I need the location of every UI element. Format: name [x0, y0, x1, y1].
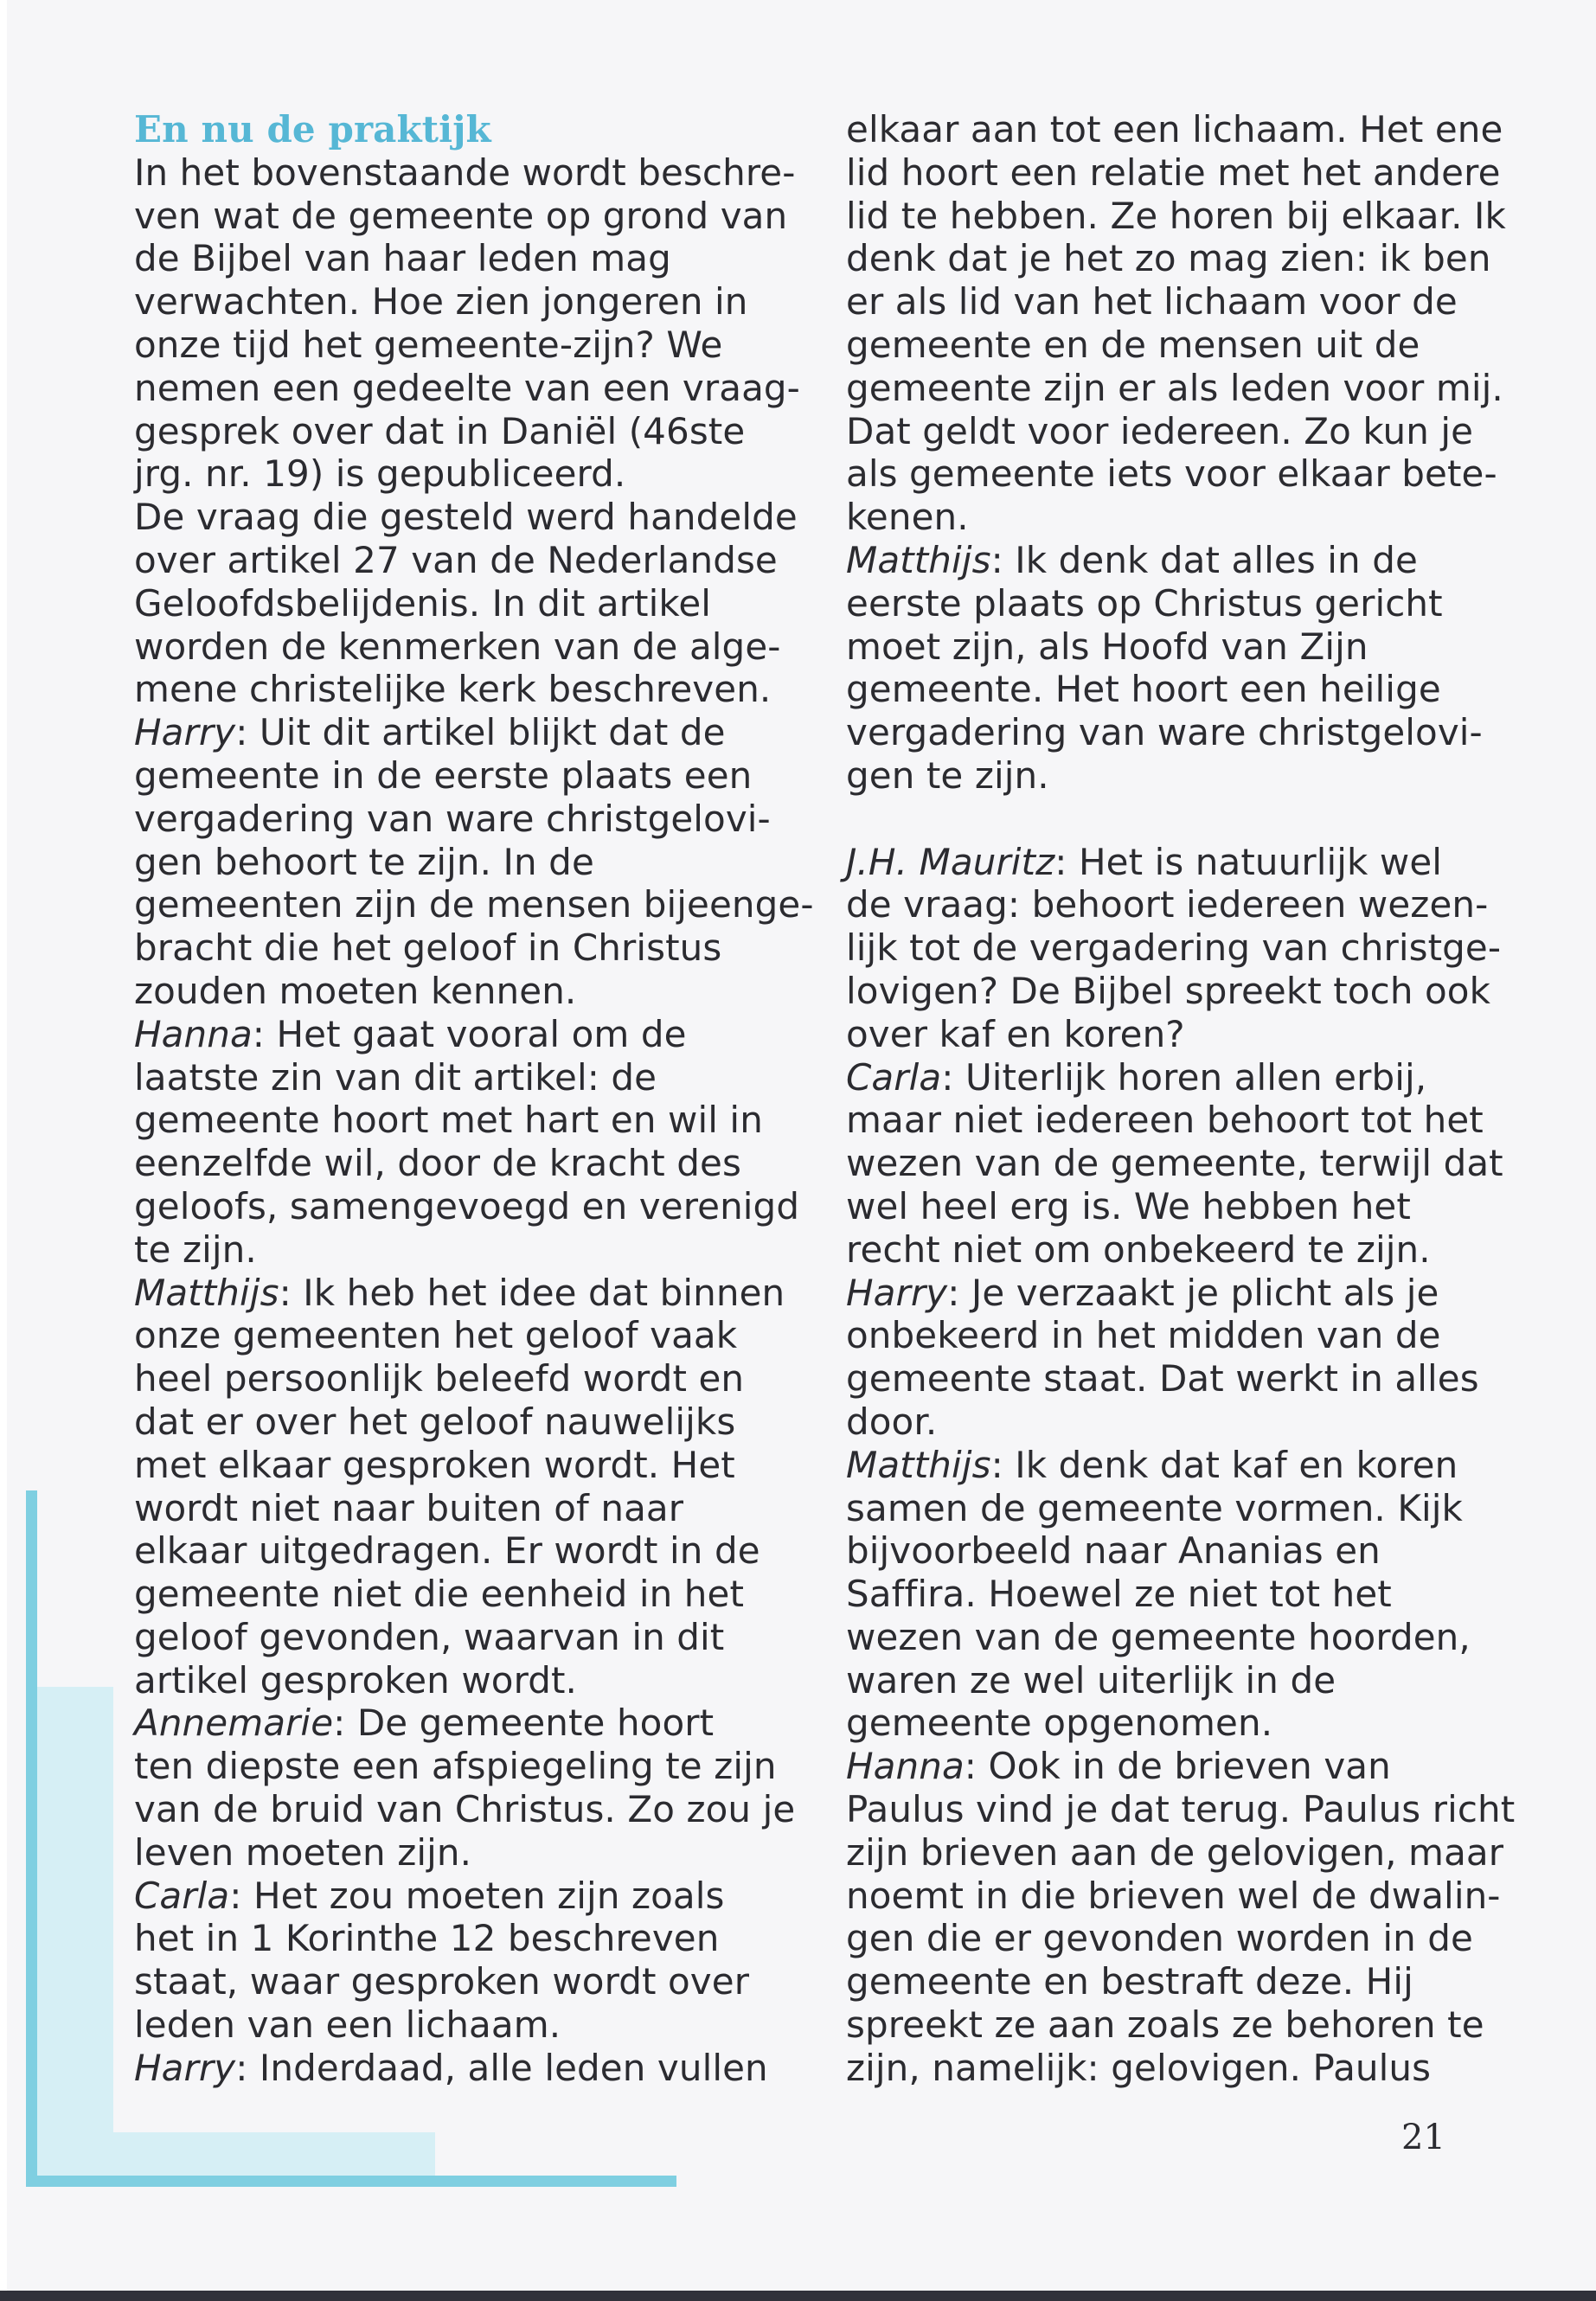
line-text: over kaf en koren? [846, 1012, 1185, 1055]
line-text: bijvoorbeeld naar Ananias en [846, 1529, 1381, 1573]
line-text: gemeente hoort met hart en wil in [134, 1099, 763, 1142]
text-line [134, 151, 796, 195]
text-line [846, 108, 1503, 151]
line-text: onbekeerd in het midden van de [846, 1314, 1441, 1357]
text-line [134, 1487, 770, 1530]
line-text: met elkaar gesproken wordt. Het [134, 1443, 735, 1486]
line-text: worden de kenmerken van de alge- [134, 625, 781, 668]
text-line [134, 970, 770, 1013]
text-line [846, 1142, 1503, 1185]
text-line [846, 1400, 1482, 1444]
text-line [846, 1228, 1482, 1272]
text-line [846, 711, 1482, 754]
line-text: jrg. nr. 19) is gepubliceerd. [134, 452, 626, 496]
line-text: gemeente staat. Dat werkt in alles [846, 1357, 1479, 1400]
text-line [134, 798, 770, 841]
text-line [134, 1400, 770, 1444]
text-line [134, 452, 770, 496]
text-line [846, 194, 1506, 238]
line-text: er als lid van het lichaam voor de [846, 280, 1458, 324]
text-line [134, 1357, 770, 1400]
text-line [134, 1013, 770, 1056]
text-line [846, 1357, 1482, 1400]
line-text: geloofs, samengevoegd en verenigd [134, 1184, 800, 1227]
line-text: wezen van de gemeente hoorden, [846, 1615, 1471, 1658]
line-text: lid hoort een relatie met het andere [846, 151, 1501, 194]
line-text: gemeente en bestraft deze. Hij [846, 1960, 1413, 2003]
text-line [134, 1271, 785, 1315]
text-line [846, 280, 1482, 324]
line-text: gemeenten zijn de mensen bijeenge- [134, 883, 814, 926]
line-text: lovigen? De Bijbel spreekt toch ook [846, 969, 1491, 1012]
text-line [134, 194, 788, 238]
speaker-name: Harry [134, 2046, 236, 2089]
text-line [846, 237, 1491, 280]
line-text: staat, waar gesproken wordt over [134, 1960, 750, 2003]
line-text: leden van een lichaam. [134, 2003, 561, 2047]
line-text: mene christelijke kerk beschreven. [134, 668, 772, 711]
line-text: ten diepste een afspiegeling te zijn [134, 1745, 777, 1788]
text-line [134, 1529, 770, 1573]
text-line [846, 1099, 1482, 1142]
text-line [134, 1831, 770, 1875]
text-line [134, 754, 770, 798]
line-text: de Bijbel van haar leden mag [134, 237, 671, 280]
speaker-name: Hanna [846, 1745, 965, 1788]
line-text: In het bovenstaande wordt beschre- [134, 151, 796, 194]
text-line [846, 366, 1503, 410]
line-text: leven moeten zijn. [134, 1830, 472, 1874]
line-text: maar niet iedereen behoort tot het [846, 1099, 1484, 1142]
text-line [846, 1444, 1482, 1487]
line-text: noemt in die brieven wel de dwalin- [846, 1874, 1501, 1917]
line-text: elkaar uitgedragen. Er wordt in de [134, 1529, 760, 1573]
line-text: gemeente niet die eenheid in het [134, 1573, 745, 1616]
text-line [846, 1573, 1482, 1616]
speaker-name: Matthijs [846, 1443, 991, 1486]
section-heading: En nu de praktijk [134, 108, 491, 151]
line-text: vergadering van ware christgelovi- [846, 711, 1483, 754]
text-line [134, 1702, 770, 1745]
line-text: over artikel 27 van de Nederlandse [134, 538, 778, 581]
text-line [134, 496, 798, 539]
text-line [134, 926, 770, 970]
line-text: : Het is natuurlijk wel [1054, 840, 1443, 883]
line-text: vergadering van ware christgelovi- [134, 797, 771, 840]
line-text: artikel gesproken wordt. [134, 1658, 577, 1702]
text-line [846, 324, 1482, 367]
line-text: gen behoort te zijn. In de [134, 840, 594, 883]
line-text: samen de gemeente vormen. Kijk [846, 1486, 1463, 1529]
text-line [846, 1874, 1501, 1918]
line-text: recht niet om onbekeerd te zijn. [846, 1227, 1431, 1271]
text-line [134, 1184, 800, 1228]
line-text: moet zijn, als Hoofd van Zijn [846, 625, 1368, 668]
line-text: wordt niet naar buiten of naar [134, 1486, 684, 1529]
text-line [134, 841, 770, 884]
text-line [846, 410, 1482, 453]
text-line [134, 1142, 770, 1185]
line-text: denk dat je het zo mag zien: ik ben [846, 237, 1491, 280]
line-text: wezen van de gemeente, terwijl dat [846, 1142, 1503, 1185]
page-number: 21 [1401, 2118, 1445, 2157]
left-text-column [134, 108, 814, 2090]
line-text: gemeente. Het hoort een heilige [846, 668, 1441, 711]
speaker-name: Carla [134, 1874, 230, 1917]
text-line [846, 754, 1482, 798]
line-text: van de bruid van Christus. Zo zou je [134, 1788, 796, 1831]
speaker-name: Hanna [134, 1012, 253, 1055]
text-line [846, 1745, 1482, 1788]
text-line [846, 625, 1482, 669]
text-line [846, 1960, 1482, 2003]
line-text: : Het zou moeten zijn zoals [229, 1874, 725, 1917]
line-text: gen die er gevonden worden in de [846, 1917, 1473, 1960]
text-line [134, 883, 814, 926]
text-line [134, 1444, 770, 1487]
text-line [134, 1056, 770, 1099]
text-line [134, 1616, 770, 1659]
line-text: gemeente en de mensen uit de [846, 323, 1420, 366]
line-text: kenen. [846, 496, 969, 539]
line-text: zouden moeten kennen. [134, 969, 577, 1012]
line-text: geloof gevonden, waarvan in dit [134, 1615, 725, 1658]
text-line [134, 1659, 770, 1702]
text-line [846, 1529, 1482, 1573]
line-text: gemeente zijn er als leden voor mij. [846, 366, 1503, 409]
text-line [846, 969, 1491, 1013]
text-line [134, 324, 770, 367]
text-line [846, 841, 1482, 884]
line-text: bracht die het geloof in Christus [134, 926, 722, 970]
line-text: gen te zijn. [846, 753, 1049, 797]
text-line [846, 582, 1482, 625]
line-text: : Ik denk dat kaf en koren [990, 1443, 1458, 1486]
text-line [846, 2047, 1482, 2090]
text-line [134, 711, 770, 754]
text-line [846, 668, 1482, 711]
line-text: Paulus vind je dat terug. Paulus richt [846, 1788, 1516, 1831]
text-line [846, 1830, 1504, 1875]
paragraph-gap [846, 798, 1482, 841]
speaker-name: Matthijs [846, 538, 991, 581]
line-text: zijn, namelijk: gelovigen. Paulus [846, 2046, 1432, 2089]
line-text: waren ze wel uiterlijk in de [846, 1658, 1336, 1702]
speaker-name: Carla [846, 1055, 942, 1099]
text-line [846, 1788, 1516, 1831]
text-line [134, 2047, 770, 2090]
text-line [134, 1960, 770, 2003]
text-line [134, 1573, 770, 1616]
decorative-cyan-vertical-bar [26, 1490, 37, 2182]
speaker-name: Annemarie [134, 1702, 334, 1745]
text-line [846, 1917, 1482, 1960]
text-line [134, 366, 800, 410]
line-text: heel persoonlijk beleefd wordt en [134, 1357, 745, 1400]
line-text: spreekt ze aan zoals ze behoren te [846, 2003, 1484, 2047]
text-line [134, 410, 770, 453]
line-text: : Het gaat vooral om de [252, 1012, 687, 1055]
line-text: de vraag: behoort iedereen wezen- [846, 883, 1489, 926]
text-line [134, 625, 781, 669]
line-text: eenzelfde wil, door de kracht des [134, 1142, 741, 1185]
text-line [846, 452, 1497, 496]
line-text: als gemeente iets voor elkaar bete- [846, 452, 1497, 496]
line-text: wel heel erg is. We hebben het [846, 1184, 1411, 1227]
text-line [134, 1917, 770, 1960]
line-text: elkaar aan tot een lichaam. Het ene [846, 108, 1503, 151]
text-line [846, 151, 1501, 195]
line-text: : Inderdaad, alle leden vullen [235, 2046, 768, 2089]
line-text: : De gemeente hoort [333, 1702, 715, 1745]
text-line [134, 1228, 770, 1272]
text-line [846, 1702, 1482, 1745]
text-line [134, 1745, 777, 1788]
text-line [846, 539, 1482, 582]
text-line [846, 1314, 1482, 1357]
speaker-name: Harry [846, 1271, 948, 1314]
text-line [134, 2003, 770, 2047]
decorative-light-cyan-block [37, 1687, 113, 2132]
text-line [134, 538, 778, 582]
text-line [134, 1788, 796, 1831]
line-text: gemeente opgenomen. [846, 1702, 1273, 1745]
right-text-column [846, 108, 1516, 2090]
line-text: gemeente in de eerste plaats een [134, 753, 753, 797]
line-text: ven wat de gemeente op grond van [134, 194, 788, 237]
text-line [134, 280, 770, 324]
speaker-name: Matthijs [134, 1271, 279, 1314]
line-text: eerste plaats op Christus gericht [846, 581, 1443, 625]
line-text: nemen een gedeelte van een vraag- [134, 366, 800, 409]
line-text: Geloofdsbelijdenis. In dit artikel [134, 581, 712, 625]
line-text: Dat geldt voor iedereen. Zo kun je [846, 409, 1474, 452]
text-line [134, 582, 770, 625]
text-line [846, 883, 1489, 926]
line-text: Saffira. Hoewel ze niet tot het [846, 1573, 1392, 1616]
decorative-light-cyan-strip [37, 2132, 435, 2176]
line-text: gesprek over dat in Daniël (46ste [134, 409, 746, 452]
line-text: : Ik heb het idee dat binnen [279, 1271, 785, 1314]
line-text: : Je verzaakt je plicht als je [947, 1271, 1439, 1314]
text-line [846, 2003, 1482, 2047]
line-text: het in 1 Korinthe 12 beschreven [134, 1917, 720, 1960]
text-line [134, 1099, 770, 1142]
text-line [134, 237, 770, 280]
text-line [134, 668, 770, 711]
text-line [846, 1659, 1482, 1702]
decorative-cyan-horizontal-bar [26, 2176, 676, 2187]
line-text: lijk tot de vergadering van christge- [846, 926, 1502, 970]
line-text: verwachten. Hoe zien jongeren in [134, 280, 748, 324]
line-text: onze gemeenten het geloof vaak [134, 1314, 738, 1357]
text-line [134, 1875, 770, 1918]
text-line [846, 1487, 1482, 1530]
text-line [846, 1185, 1482, 1228]
line-text: onze tijd het gemeente-zijn? We [134, 323, 723, 366]
line-text: : Uit dit artikel blijkt dat de [235, 711, 726, 754]
scan-bottom-edge [0, 2291, 1596, 2301]
text-line [846, 1616, 1482, 1659]
line-text: : Ik denk dat alles in de [990, 538, 1418, 581]
text-line [846, 1056, 1482, 1099]
speaker-name: J.H. Mauritz [846, 840, 1055, 883]
line-text: De vraag die gesteld werd handelde [134, 496, 798, 539]
line-text: laatste zin van dit artikel: de [134, 1055, 657, 1099]
line-text: te zijn. [134, 1227, 257, 1271]
line-text: dat er over het geloof nauwelijks [134, 1400, 736, 1443]
line-text: door. [846, 1400, 938, 1443]
text-line [846, 926, 1502, 970]
speaker-name: Harry [134, 711, 236, 754]
line-text: : Uiterlijk horen allen erbij, [941, 1055, 1427, 1099]
line-text: lid te hebben. Ze horen bij elkaar. Ik [846, 194, 1506, 237]
text-line [846, 496, 1482, 539]
line-text: zijn brieven aan de gelovigen, maar [846, 1830, 1504, 1874]
text-line [846, 1013, 1482, 1056]
text-line [846, 1272, 1482, 1315]
line-text: : Ook in de brieven van [964, 1745, 1391, 1788]
text-line [134, 1314, 770, 1357]
